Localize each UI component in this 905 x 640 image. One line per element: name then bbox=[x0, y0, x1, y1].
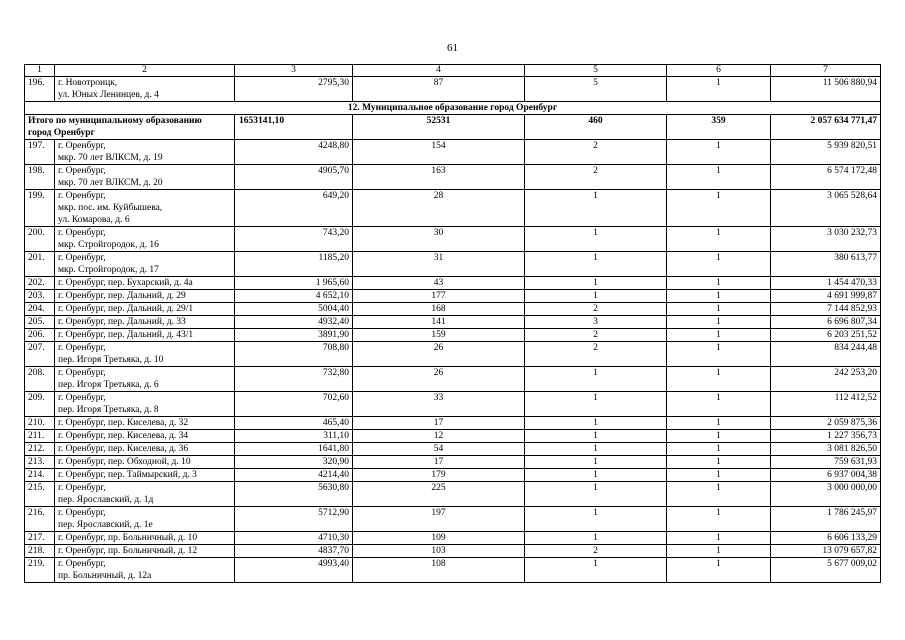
address-cell: г. Оренбург, пр. Больничный, д. 12 bbox=[55, 545, 235, 558]
area-cell: 4932,40 bbox=[235, 316, 353, 329]
area-cell: 649,20 bbox=[235, 190, 353, 227]
total-area: 1653141,10 bbox=[235, 115, 353, 140]
row-number: 199. bbox=[25, 190, 55, 227]
value-cell: 1 bbox=[525, 532, 667, 545]
value-cell: 1 bbox=[667, 392, 771, 417]
value-cell: 1 bbox=[525, 558, 667, 583]
value-cell: 1 bbox=[525, 392, 667, 417]
table-row bbox=[25, 77, 881, 102]
total-cell: 3 000 000,00 bbox=[771, 482, 881, 507]
address-cell: г. Оренбург, пер. Киселева, д. 32 bbox=[55, 417, 235, 430]
value-cell: 31 bbox=[353, 252, 525, 277]
area-cell: 1 965,60 bbox=[235, 277, 353, 290]
table-row bbox=[25, 558, 881, 583]
value-cell: 1 bbox=[667, 430, 771, 443]
area-cell: 4837,70 bbox=[235, 545, 353, 558]
table-row bbox=[25, 417, 881, 430]
row-number: 219. bbox=[25, 558, 55, 583]
value-cell: 26 bbox=[353, 367, 525, 392]
total-cell: 6 696 807,34 bbox=[771, 316, 881, 329]
row-number: 206. bbox=[25, 329, 55, 342]
value-cell: 168 bbox=[353, 303, 525, 316]
value-cell: 1 bbox=[667, 190, 771, 227]
address-cell: г. Оренбург, пер. Бухарский, д. 4а bbox=[55, 277, 235, 290]
address-cell: г. Оренбург, пер. Дальний, д. 29 bbox=[55, 290, 235, 303]
value-cell: 1 bbox=[667, 545, 771, 558]
total-value: 460 bbox=[525, 115, 667, 140]
value-cell: 1 bbox=[525, 507, 667, 532]
value-cell: 1 bbox=[667, 252, 771, 277]
address-cell: г. Оренбург, пер. Игоря Третьяка, д. 10 bbox=[55, 342, 235, 367]
total-row bbox=[25, 115, 881, 140]
address-cell: г. Оренбург, мкр. 70 лет ВЛКСМ, д. 19 bbox=[55, 140, 235, 165]
total-cell: 1 786 245,97 bbox=[771, 507, 881, 532]
value-cell: 1 bbox=[667, 77, 771, 102]
address-cell: г. Оренбург, мкр. Стройгородок, д. 17 bbox=[55, 252, 235, 277]
total-cell: 834 244,48 bbox=[771, 342, 881, 367]
address-cell: г. Оренбург, пер. Таймырский, д. 3 bbox=[55, 469, 235, 482]
row-number: 208. bbox=[25, 367, 55, 392]
value-cell: 1 bbox=[667, 303, 771, 316]
area-cell: 320,90 bbox=[235, 456, 353, 469]
value-cell: 1 bbox=[525, 456, 667, 469]
value-cell: 108 bbox=[353, 558, 525, 583]
value-cell: 1 bbox=[667, 227, 771, 252]
area-cell: 4710,30 bbox=[235, 532, 353, 545]
total-cell: 3 065 528,64 bbox=[771, 190, 881, 227]
address-cell: г. Новотроицк, ул. Юных Ленинцев, д. 4 bbox=[55, 77, 235, 102]
address-cell: г. Оренбург, пр. Больничный, д. 10 bbox=[55, 532, 235, 545]
table-row bbox=[25, 290, 881, 303]
value-cell: 1 bbox=[667, 140, 771, 165]
total-cell: 1 454 470,33 bbox=[771, 277, 881, 290]
column-number: 2 bbox=[55, 65, 235, 77]
row-number: 203. bbox=[25, 290, 55, 303]
value-cell: 2 bbox=[525, 329, 667, 342]
value-cell: 1 bbox=[667, 507, 771, 532]
value-cell: 1 bbox=[525, 469, 667, 482]
row-number: 217. bbox=[25, 532, 55, 545]
value-cell: 2 bbox=[525, 303, 667, 316]
value-cell: 1 bbox=[667, 443, 771, 456]
address-cell: г. Оренбург, пер. Дальний, д. 33 bbox=[55, 316, 235, 329]
table-row bbox=[25, 252, 881, 277]
area-cell: 732,80 bbox=[235, 367, 353, 392]
total-cell: 7 144 852,93 bbox=[771, 303, 881, 316]
row-number: 215. bbox=[25, 482, 55, 507]
value-cell: 33 bbox=[353, 392, 525, 417]
value-cell: 103 bbox=[353, 545, 525, 558]
area-cell: 5004,40 bbox=[235, 303, 353, 316]
row-number: 218. bbox=[25, 545, 55, 558]
value-cell: 1 bbox=[667, 329, 771, 342]
value-cell: 1 bbox=[525, 227, 667, 252]
value-cell: 26 bbox=[353, 342, 525, 367]
area-cell: 4214,40 bbox=[235, 469, 353, 482]
value-cell: 163 bbox=[353, 165, 525, 190]
table-row bbox=[25, 277, 881, 290]
column-number: 1 bbox=[25, 65, 55, 77]
address-cell: г. Оренбург, пер. Обходной, д. 10 bbox=[55, 456, 235, 469]
value-cell: 1 bbox=[667, 342, 771, 367]
area-cell: 4993,40 bbox=[235, 558, 353, 583]
row-number: 202. bbox=[25, 277, 55, 290]
column-number-row bbox=[25, 65, 881, 77]
area-cell: 3891,90 bbox=[235, 329, 353, 342]
table-row bbox=[25, 430, 881, 443]
total-cell: 1 227 356,73 bbox=[771, 430, 881, 443]
value-cell: 1 bbox=[667, 165, 771, 190]
column-number: 7 bbox=[771, 65, 881, 77]
column-number: 4 bbox=[353, 65, 525, 77]
section-title: 12. Муниципальное образование город Оренбург bbox=[25, 102, 881, 115]
value-cell: 28 bbox=[353, 190, 525, 227]
area-cell: 743,20 bbox=[235, 227, 353, 252]
total-cell: 6 574 172,48 bbox=[771, 165, 881, 190]
value-cell: 12 bbox=[353, 430, 525, 443]
total-sum: 2 057 634 771,47 bbox=[771, 115, 881, 140]
address-cell: г. Оренбург, пер. Ярославский, д. 1д bbox=[55, 482, 235, 507]
total-label: Итого по муниципальному образованию город Оренбург bbox=[25, 115, 235, 140]
value-cell: 1 bbox=[667, 482, 771, 507]
value-cell: 1 bbox=[667, 417, 771, 430]
value-cell: 17 bbox=[353, 417, 525, 430]
address-cell: г. Оренбург, пер. Дальний, д. 29/1 bbox=[55, 303, 235, 316]
area-cell: 311,10 bbox=[235, 430, 353, 443]
area-cell: 1641,80 bbox=[235, 443, 353, 456]
column-number: 3 bbox=[235, 65, 353, 77]
address-cell: г. Оренбург, пер. Киселева, д. 34 bbox=[55, 430, 235, 443]
address-cell: г. Оренбург, пер. Игоря Третьяка, д. 8 bbox=[55, 392, 235, 417]
row-number: 198. bbox=[25, 165, 55, 190]
value-cell: 1 bbox=[667, 456, 771, 469]
value-cell: 1 bbox=[525, 277, 667, 290]
value-cell: 1 bbox=[667, 277, 771, 290]
value-cell: 1 bbox=[525, 443, 667, 456]
row-number: 201. bbox=[25, 252, 55, 277]
total-value: 359 bbox=[667, 115, 771, 140]
table-row bbox=[25, 392, 881, 417]
total-cell: 759 631,93 bbox=[771, 456, 881, 469]
total-cell: 3 081 826,50 bbox=[771, 443, 881, 456]
area-cell: 702,60 bbox=[235, 392, 353, 417]
table-row bbox=[25, 342, 881, 367]
total-cell: 5 939 820,51 bbox=[771, 140, 881, 165]
table-row bbox=[25, 532, 881, 545]
total-cell: 6 937 004,38 bbox=[771, 469, 881, 482]
table-row bbox=[25, 140, 881, 165]
address-cell: г. Оренбург, пер. Киселева, д. 36 bbox=[55, 443, 235, 456]
total-cell: 13 079 657,82 bbox=[771, 545, 881, 558]
value-cell: 154 bbox=[353, 140, 525, 165]
address-cell: г. Оренбург, мкр. 70 лет ВЛКСМ, д. 20 bbox=[55, 165, 235, 190]
column-number: 6 bbox=[667, 65, 771, 77]
table-row bbox=[25, 190, 881, 227]
area-cell: 4248,80 bbox=[235, 140, 353, 165]
value-cell: 1 bbox=[525, 417, 667, 430]
area-cell: 1185,20 bbox=[235, 252, 353, 277]
value-cell: 1 bbox=[525, 190, 667, 227]
value-cell: 1 bbox=[667, 367, 771, 392]
table-row bbox=[25, 165, 881, 190]
value-cell: 43 bbox=[353, 277, 525, 290]
row-number: 214. bbox=[25, 469, 55, 482]
value-cell: 197 bbox=[353, 507, 525, 532]
value-cell: 1 bbox=[525, 367, 667, 392]
table-row bbox=[25, 443, 881, 456]
table-row bbox=[25, 303, 881, 316]
column-number: 5 bbox=[525, 65, 667, 77]
address-cell: г. Оренбург, пер. Игоря Третьяка, д. 6 bbox=[55, 367, 235, 392]
area-cell: 5630,80 bbox=[235, 482, 353, 507]
value-cell: 2 bbox=[525, 342, 667, 367]
table-row bbox=[25, 227, 881, 252]
total-cell: 4 691 999,87 bbox=[771, 290, 881, 303]
value-cell: 1 bbox=[667, 316, 771, 329]
row-number: 210. bbox=[25, 417, 55, 430]
total-cell: 112 412,52 bbox=[771, 392, 881, 417]
area-cell: 708,80 bbox=[235, 342, 353, 367]
table-row bbox=[25, 469, 881, 482]
address-cell: г. Оренбург, пер. Дальний, д. 43/1 bbox=[55, 329, 235, 342]
table-row bbox=[25, 507, 881, 532]
table-row bbox=[25, 545, 881, 558]
total-cell: 242 253,20 bbox=[771, 367, 881, 392]
row-number: 216. bbox=[25, 507, 55, 532]
table-row bbox=[25, 367, 881, 392]
value-cell: 1 bbox=[525, 430, 667, 443]
row-number: 209. bbox=[25, 392, 55, 417]
row-number: 207. bbox=[25, 342, 55, 367]
area-cell: 4905,70 bbox=[235, 165, 353, 190]
table-row bbox=[25, 456, 881, 469]
value-cell: 141 bbox=[353, 316, 525, 329]
data-table bbox=[24, 64, 881, 583]
value-cell: 17 bbox=[353, 456, 525, 469]
address-cell: г. Оренбург, мкр. Стройгородок, д. 16 bbox=[55, 227, 235, 252]
row-number: 204. bbox=[25, 303, 55, 316]
value-cell: 1 bbox=[525, 482, 667, 507]
row-number: 200. bbox=[25, 227, 55, 252]
row-number: 213. bbox=[25, 456, 55, 469]
area-cell: 465,40 bbox=[235, 417, 353, 430]
total-cell: 3 030 232,73 bbox=[771, 227, 881, 252]
value-cell: 1 bbox=[525, 252, 667, 277]
total-cell: 6 606 133,29 bbox=[771, 532, 881, 545]
value-cell: 109 bbox=[353, 532, 525, 545]
total-cell: 2 059 875,36 bbox=[771, 417, 881, 430]
value-cell: 1 bbox=[525, 290, 667, 303]
row-number: 211. bbox=[25, 430, 55, 443]
value-cell: 1 bbox=[667, 469, 771, 482]
value-cell: 1 bbox=[667, 558, 771, 583]
total-cell: 5 677 009,02 bbox=[771, 558, 881, 583]
total-value: 52531 bbox=[353, 115, 525, 140]
value-cell: 2 bbox=[525, 165, 667, 190]
value-cell: 5 bbox=[525, 77, 667, 102]
value-cell: 3 bbox=[525, 316, 667, 329]
row-number: 196. bbox=[25, 77, 55, 102]
page-number: 61 bbox=[447, 42, 458, 54]
value-cell: 54 bbox=[353, 443, 525, 456]
value-cell: 159 bbox=[353, 329, 525, 342]
value-cell: 30 bbox=[353, 227, 525, 252]
value-cell: 1 bbox=[667, 532, 771, 545]
table-row bbox=[25, 482, 881, 507]
table-row bbox=[25, 329, 881, 342]
value-cell: 1 bbox=[667, 290, 771, 303]
address-cell: г. Оренбург, мкр. пос. им. Куйбышева, ул. Комарова, д. 6 bbox=[55, 190, 235, 227]
value-cell: 225 bbox=[353, 482, 525, 507]
row-number: 197. bbox=[25, 140, 55, 165]
value-cell: 2 bbox=[525, 140, 667, 165]
area-cell: 2795,30 bbox=[235, 77, 353, 102]
total-cell: 6 203 251,52 bbox=[771, 329, 881, 342]
value-cell: 87 bbox=[353, 77, 525, 102]
value-cell: 179 bbox=[353, 469, 525, 482]
area-cell: 5712,90 bbox=[235, 507, 353, 532]
total-cell: 11 506 880,94 bbox=[771, 77, 881, 102]
row-number: 212. bbox=[25, 443, 55, 456]
area-cell: 4 652,10 bbox=[235, 290, 353, 303]
value-cell: 177 bbox=[353, 290, 525, 303]
total-cell: 380 613,77 bbox=[771, 252, 881, 277]
address-cell: г. Оренбург, пер. Ярославский, д. 1е bbox=[55, 507, 235, 532]
row-number: 205. bbox=[25, 316, 55, 329]
table-row bbox=[25, 316, 881, 329]
address-cell: г. Оренбург, пр. Больничный, д. 12а bbox=[55, 558, 235, 583]
section-header-row bbox=[25, 102, 881, 115]
value-cell: 2 bbox=[525, 545, 667, 558]
